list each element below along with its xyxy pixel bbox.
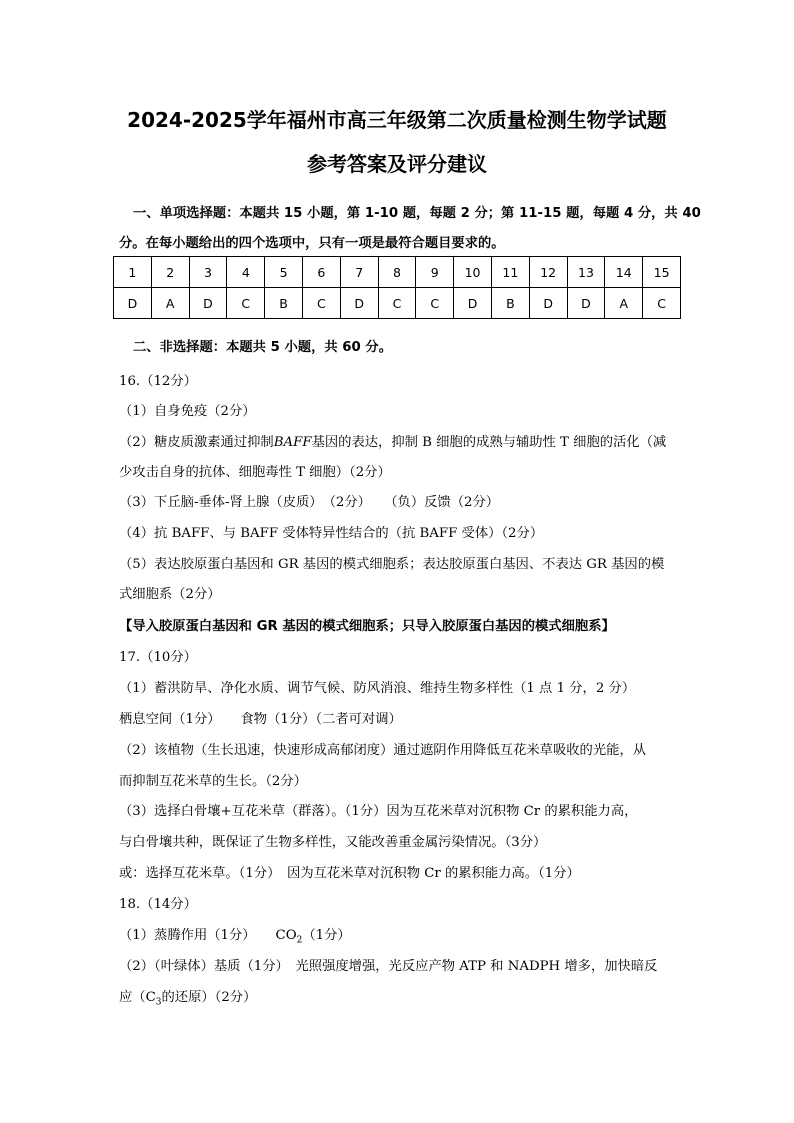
question-number-cell: 4 xyxy=(227,257,265,288)
question-number-cell: 15 xyxy=(643,257,681,288)
answer-cell: A xyxy=(151,288,189,319)
document-title: 2024-2025学年福州市高三年级第二次质量检测生物学试题 xyxy=(127,108,667,132)
document-subtitle: 参考答案及评分建议 xyxy=(307,152,487,176)
answer-cell: A xyxy=(605,288,643,319)
q16-header: 16.（12分） xyxy=(119,374,197,389)
q17-answer-3-cont: 与白骨壤共种，既保证了生物多样性，又能改善重金属污染情况。（3分） xyxy=(119,835,547,850)
question-number-cell: 6 xyxy=(302,257,340,288)
question-number-cell: 9 xyxy=(416,257,454,288)
question-number-cell: 1 xyxy=(114,257,152,288)
q16-answer-5-alternative: 【导入胶原蛋白基因和 GR 基因的模式细胞系；只导入胶原蛋白基因的模式细胞系】 xyxy=(119,619,615,634)
question-number-cell: 5 xyxy=(265,257,303,288)
q17-answer-2-cont: 而抑制互花米草的生长。（2分） xyxy=(119,774,307,789)
answer-row xyxy=(114,288,681,319)
answer-cell: D xyxy=(189,288,227,319)
question-number-cell: 3 xyxy=(189,257,227,288)
q16-answer-4: （4）抗 BAFF、与 BAFF 受体特异性结合的（抗 BAFF 受体）（2分） xyxy=(119,526,544,541)
answer-table xyxy=(113,256,681,319)
baff-gene-name: BAFF xyxy=(273,435,312,450)
answer-cell: B xyxy=(265,288,303,319)
q18-answer-2-cont: 应（$C_3$的还原）（2分） xyxy=(119,990,257,1008)
answer-cell: C xyxy=(378,288,416,319)
q16-answer-1: （1）自身免疫（2分） xyxy=(119,404,256,419)
answer-cell: D xyxy=(567,288,605,319)
q17-header: 17.（10分） xyxy=(119,650,197,665)
answer-cell: B xyxy=(491,288,529,319)
section1-instruction-line1: 一、单项选择题：本题共 15 小题，第 1-10 题，每题 2 分；第 11-15 题，每题 4 分，共 40 xyxy=(133,206,701,221)
q18-answer-1: （1）蒸腾作用（1分） $CO_2(1$分） xyxy=(119,928,351,946)
q18-answer-2: （2）（叶绿体）基质（1分） 光照强度增强，光反应产物 ATP 和 NADPH 增多，加快暗反 xyxy=(119,959,658,974)
q17-answer-3-alternative: 或：选择互花米草。（1分） 因为互花米草对沉积物 Cr 的累积能力高。（1分） xyxy=(119,866,580,881)
section1-instruction-line2: 分。在每小题给出的四个选项中，只有一项是最符合题目要求的。 xyxy=(119,236,505,251)
answer-cell: C xyxy=(643,288,681,319)
q17-answer-1: （1）蓄洪防旱、净化水质、调节气候、防风消浪、维持生物多样性（1 点 1 分，2 分） xyxy=(119,681,636,696)
question-number-cell: 14 xyxy=(605,257,643,288)
answer-cell: D xyxy=(454,288,492,319)
question-number-cell: 8 xyxy=(378,257,416,288)
q16-answer-5: （5）表达胶原蛋白基因和 GR 基因的模式细胞系；表达胶原蛋白基因、不表达 GR 基因的模 xyxy=(119,557,665,572)
question-number-row xyxy=(114,257,681,288)
question-number-cell: 10 xyxy=(454,257,492,288)
answer-cell: C xyxy=(416,288,454,319)
q16-answer-2-cont: 少攻击自身的抗体、细胞毒性 T 细胞）（2分） xyxy=(119,465,391,480)
q18-header: 18.（14分） xyxy=(119,897,197,912)
q17-answer-1-cont: 栖息空间（1分） 食物（1分）（二者可对调） xyxy=(119,712,402,727)
question-number-cell: 13 xyxy=(567,257,605,288)
answer-cell: C xyxy=(302,288,340,319)
answer-cell: D xyxy=(340,288,378,319)
q16-answer-2: （2）糖皮质激素通过抑制BAFF基因的表达，抑制 B 细胞的成熟与辅助性 T 细胞的活化（减 xyxy=(119,435,667,450)
answer-cell: D xyxy=(114,288,152,319)
question-number-cell: 12 xyxy=(529,257,567,288)
question-number-cell: 7 xyxy=(340,257,378,288)
section2-heading: 二、非选择题：本题共 5 小题，共 60 分。 xyxy=(133,340,393,355)
question-number-cell: 11 xyxy=(491,257,529,288)
q17-answer-2: （2）该植物（生长迅速，快速形成高郁闭度）通过遮阴作用降低互花米草吸收的光能，从 xyxy=(119,743,647,758)
question-number-cell: 2 xyxy=(151,257,189,288)
q17-answer-3: （3）选择白骨壤+互花米草（群落）。（1分）因为互花米草对沉积物 Cr 的累积能力高， xyxy=(119,804,638,819)
q16-answer-5-cont: 式细胞系（2分） xyxy=(119,587,221,602)
answer-cell: D xyxy=(529,288,567,319)
q16-answer-3: （3）下丘脑-垂体-肾上腺（皮质） （2分） （负）反馈（2分） xyxy=(119,495,500,510)
answer-cell: C xyxy=(227,288,265,319)
